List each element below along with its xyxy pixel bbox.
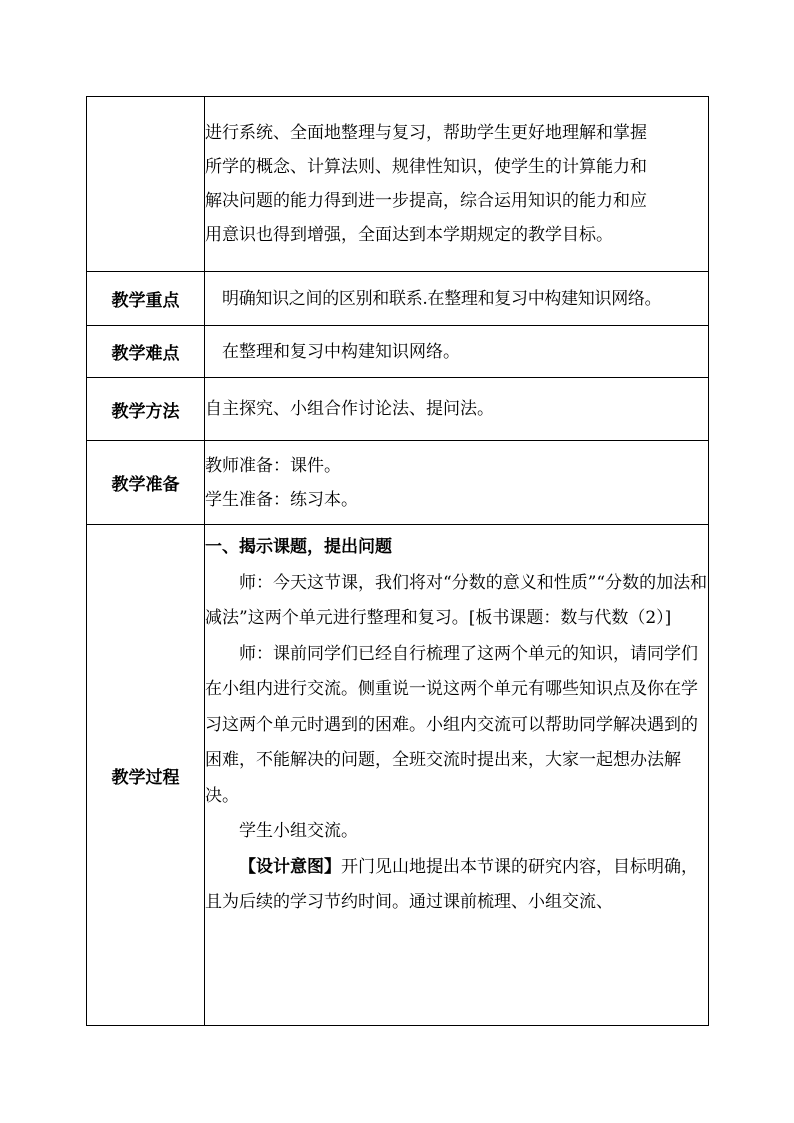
- method-text: 自主探究、小组合作讨论法、提问法。: [205, 399, 494, 419]
- goal-line: 所学的概念、计算法则、规律性知识，使学生的计算能力和: [205, 157, 647, 177]
- lesson-plan-table: [86, 96, 709, 1026]
- preparation-row: [87, 441, 709, 525]
- process-label: 教学过程: [87, 525, 205, 1026]
- difficulty-label: 教学难点: [87, 326, 205, 378]
- design-intent-label: 【设计意图】: [239, 856, 341, 877]
- teacher-intro-paragraph: 师：今天这节课，我们将对“分数的意义和性质”“分数的加法和减法”这两个单元进行整理和复习。[板书课题：数与代数（2）]: [205, 572, 708, 628]
- process-row: [87, 525, 709, 1026]
- teacher-instruction-paragraph: 师：课前同学们已经自行梳理了这两个单元的知识，请同学们在小组内进行交流。侧重说一说这两个单元有哪些知识点及你在学习这两个单元时遇到的困难。小组内交流可以帮助同学解决遇到的困难，不能解决的问题，全班交流时提出来，大家一起想办法解决。: [205, 643, 698, 806]
- student-preparation: 学生准备：练习本。: [205, 489, 358, 510]
- key-point-text: 明确知识之间的区别和联系.在整理和复习中构建知识网络。: [222, 288, 662, 309]
- method-label: 教学方法: [87, 378, 205, 441]
- goal-content-cell: [205, 97, 709, 272]
- key-point-content: [205, 272, 709, 326]
- goal-continuation-row: [87, 97, 709, 272]
- teacher-preparation: 教师准备：课件。: [205, 455, 341, 476]
- key-point-row: [87, 272, 709, 326]
- process-content: [205, 525, 709, 1026]
- difficulty-row: [87, 326, 709, 378]
- section-heading: 一、揭示课题，提出问题: [205, 537, 392, 557]
- design-intent-paragraph: [205, 850, 708, 921]
- preparation-content: [205, 441, 709, 525]
- goal-line: 解决问题的能力得到进一步提高，综合运用知识的能力和应: [205, 191, 647, 211]
- method-content: [205, 378, 709, 441]
- student-activity-paragraph: 学生小组交流。: [239, 821, 358, 841]
- goal-line: 进行系统、全面地整理与复习，帮助学生更好地理解和掌握: [205, 123, 647, 143]
- design-intent-text: 开门见山地提出本节课的研究内容，目标明确，且为后续的学习节约时间。通过课前梳理、小组交流、: [205, 856, 698, 912]
- difficulty-content: [205, 326, 709, 378]
- difficulty-text: 在整理和复习中构建知识网络。: [222, 341, 460, 362]
- preparation-label: 教学准备: [87, 441, 205, 525]
- goal-label-cell: [87, 97, 205, 272]
- method-row: [87, 378, 709, 441]
- key-point-label: 教学重点: [87, 272, 205, 326]
- goal-line: 用意识也得到增强，全面达到本学期规定的教学目标。: [205, 225, 613, 245]
